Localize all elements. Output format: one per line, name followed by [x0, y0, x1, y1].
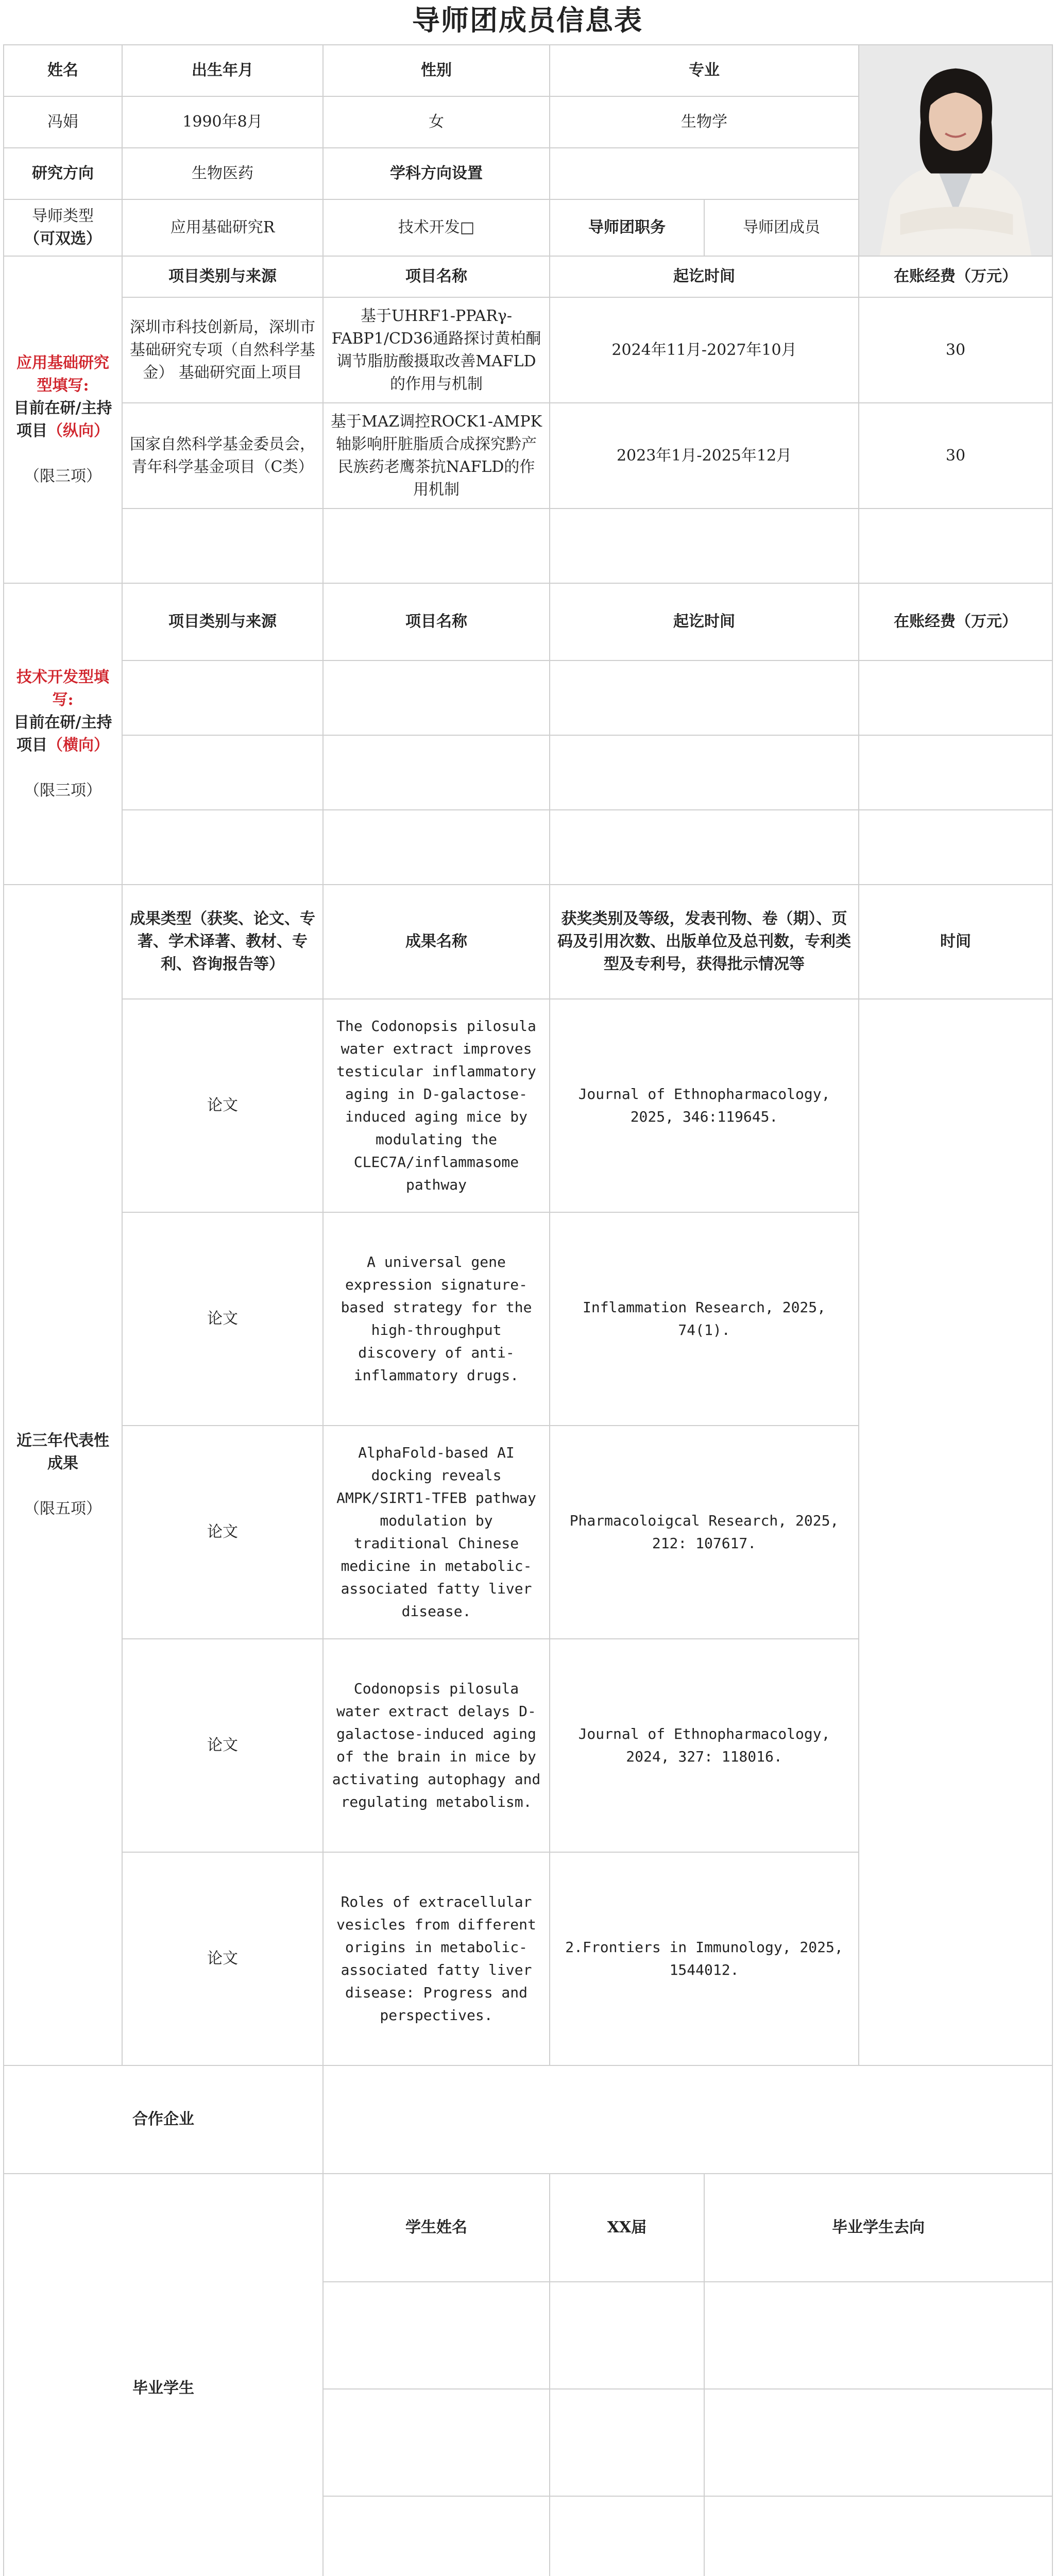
major-label: 专业 — [550, 45, 859, 96]
applied-row-1-fund: 30 — [859, 297, 1052, 403]
applied-row-1-period: 2024年11月-2027年10月 — [550, 297, 859, 403]
gender-label: 性别 — [323, 45, 550, 96]
applied-header-row — [4, 256, 1052, 297]
member-photo — [859, 45, 1052, 256]
applied-col-period: 起讫时间 — [550, 256, 859, 297]
tech-col-source: 项目类别与来源 — [122, 583, 323, 660]
applied-col-source: 项目类别与来源 — [122, 256, 323, 297]
page-title: 导师团成员信息表 — [412, 4, 643, 37]
applied-row-1 — [4, 297, 1052, 403]
tech-col-period: 起讫时间 — [550, 583, 859, 660]
achievements-time-cell — [859, 999, 1052, 2065]
tech-header-row — [4, 583, 1052, 660]
applied-row-1-source: 深圳市科技创新局，深圳市基础研究专项（自然科学基金） 基础研究面上项目 — [122, 297, 323, 403]
achievement-3-type: 论文 — [122, 1426, 323, 1639]
achievements-col-time: 时间 — [859, 885, 1052, 999]
tech-col-fund: 在账经费（万元） — [859, 583, 1052, 660]
tech-row-2 — [4, 735, 1052, 810]
major-value: 生物学 — [550, 96, 859, 148]
graduates-col-year: XX届 — [550, 2174, 704, 2282]
duty-label: 导师团职务 — [550, 199, 704, 256]
header-row-labels — [4, 45, 1052, 96]
achievement-1-detail: Journal of Ethnopharmacology, 2025, 346:119645. — [550, 999, 859, 1212]
subject-value — [550, 148, 859, 199]
applied-row-2-source: 国家自然科学基金委员会，青年科学基金项目（C类） — [122, 403, 323, 509]
duty-value: 导师团成员 — [704, 199, 859, 256]
tech-label-limit: （限三项） — [24, 781, 101, 800]
graduates-col-destination: 毕业学生去向 — [704, 2174, 1052, 2282]
name-label: 姓名 — [4, 45, 122, 96]
tech-row-1 — [4, 660, 1052, 735]
applied-row-1-name: 基于UHRF1-PPARγ-FABP1/CD36通路探讨黄柏酮调节脂肪酸摄取改善MAFLD的作用与机制 — [323, 297, 550, 403]
applied-col-name: 项目名称 — [323, 256, 550, 297]
type-option-applied: 应用基础研究R — [122, 199, 323, 256]
applied-col-fund: 在账经费（万元） — [859, 256, 1052, 297]
tech-label-type: 技术开发型填写: — [16, 668, 109, 709]
achievements-label: 近三年代表性成果 — [16, 1432, 109, 1472]
achievements-section-label — [4, 885, 122, 2065]
achievement-3-name: AlphaFold-based AI docking reveals AMPK/SIRT1-TFEB pathway modulation by traditional Chinese medicine in metabolic-associated fatty liver disease. — [323, 1426, 550, 1639]
applied-label-limit: （限三项） — [24, 467, 101, 485]
achievements-label-limit: （限五项） — [24, 1500, 101, 1518]
achievement-5-type: 论文 — [122, 1852, 323, 2065]
portrait-photo-icon — [859, 45, 1052, 256]
direction-value: 生物医药 — [122, 148, 323, 199]
info-table — [3, 44, 1053, 2576]
tech-label-direction: （横向） — [47, 736, 109, 754]
name-value: 冯娟 — [4, 96, 122, 148]
cooperation-row — [4, 2065, 1052, 2174]
achievement-4-type: 论文 — [122, 1639, 323, 1852]
achievement-row-1 — [4, 999, 1052, 1212]
applied-row-2-fund: 30 — [859, 403, 1052, 509]
achievement-2-name: A universal gene expression signature-based strategy for the high-throughput discovery of anti-inflammatory drugs. — [323, 1212, 550, 1426]
achievement-1-type: 论文 — [122, 999, 323, 1212]
graduates-col-name: 学生姓名 — [323, 2174, 550, 2282]
graduates-label: 毕业学生 — [4, 2174, 323, 2576]
applied-section-label — [4, 256, 122, 583]
birth-label: 出生年月 — [122, 45, 323, 96]
achievements-col-type: 成果类型（获奖、论文、专著、学术译著、教材、专利、咨询报告等） — [122, 885, 323, 999]
tech-label-projects: 目前在研/主持项目 — [13, 713, 112, 754]
applied-row-3 — [4, 509, 1052, 583]
type-label — [4, 199, 122, 256]
achievements-col-detail: 获奖类别及等级，发表刊物、卷（期）、页码及引用次数、出版单位及总刊数，专利类型及专利号，获得批示情况等 — [550, 885, 859, 999]
tech-section-label — [4, 583, 122, 885]
achievement-1-name: The Codonopsis pilosula water extract improves testicular inflammatory aging in D-galactose-induced aging mice by modulating the CLEC7A/inflammasome pathway — [323, 999, 550, 1212]
subject-label: 学科方向设置 — [323, 148, 550, 199]
birth-value: 1990年8月 — [122, 96, 323, 148]
achievement-3-detail: Pharmacoloigcal Research, 2025, 212: 107617. — [550, 1426, 859, 1639]
type-option-tech: 技术开发□ — [323, 199, 550, 256]
gender-value: 女 — [323, 96, 550, 148]
achievement-5-name: Roles of extracellular vesicles from different origins in metabolic-associated fatty liver disease: Progress and perspectives. — [323, 1852, 550, 2065]
type-label-line2: （可双选） — [24, 230, 101, 248]
achievement-2-type: 论文 — [122, 1212, 323, 1426]
applied-row-2 — [4, 403, 1052, 509]
achievement-4-detail: Journal of Ethnopharmacology, 2024, 327: 118016. — [550, 1639, 859, 1852]
graduates-header-row — [4, 2174, 1052, 2282]
applied-label-projects: 目前在研/主持项目 — [13, 399, 112, 440]
achievement-4-name: Codonopsis pilosula water extract delays D-galactose-induced aging of the brain in mice by activating autophagy and regulating metabolism. — [323, 1639, 550, 1852]
tech-col-name: 项目名称 — [323, 583, 550, 660]
applied-label-type: 应用基础研究型填写: — [16, 353, 109, 395]
direction-label: 研究方向 — [4, 148, 122, 199]
tech-row-3 — [4, 810, 1052, 885]
achievement-5-detail: 2.Frontiers in Immunology, 2025, 1544012. — [550, 1852, 859, 2065]
achievement-2-detail: Inflammation Research, 2025, 74(1). — [550, 1212, 859, 1426]
cooperation-value — [323, 2065, 1052, 2174]
applied-label-direction: （纵向） — [47, 421, 109, 440]
applied-row-2-period: 2023年1月-2025年12月 — [550, 403, 859, 509]
cooperation-label: 合作企业 — [4, 2065, 323, 2174]
type-label-line1: 导师类型 — [32, 207, 94, 225]
achievements-header-row — [4, 885, 1052, 999]
achievements-col-name: 成果名称 — [323, 885, 550, 999]
applied-row-2-name: 基于MAZ调控ROCK1-AMPK轴影响肝脏脂质合成探究黔产民族药老鹰茶抗NAFLD的作用机制 — [323, 403, 550, 509]
